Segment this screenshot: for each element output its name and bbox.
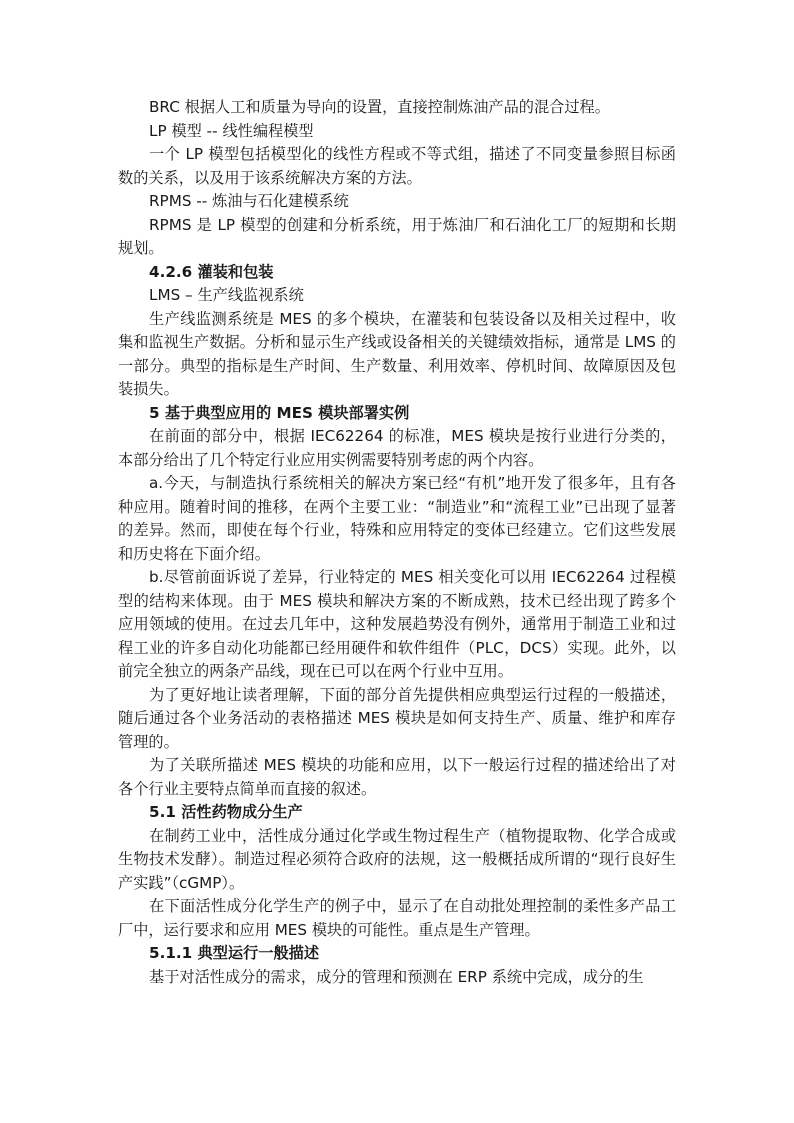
section-heading-4-2-6: 4.2.6 灌装和包装 xyxy=(149,262,274,281)
paragraph-example: 在下面活性成分化学生产的例子中，显示了在自动批处理控制的柔性多产品工厂中，运行要求和应用 MES 模块的可能性。重点是生产管理。 xyxy=(118,897,676,939)
paragraph-b: b.尽管前面诉说了差异，行业特定的 MES 相关变化可以用 IEC62264 过程模型的结构来体现。由于 MES 模块和解决方案的不断成熟，技术已经出现了跨多个应用领域的使用。在过去几年中，这种发展趋势没有例外，通常用于制造工业和过程工业的许多自动化功能都已经用硬件和软件组件（PLC，DCS）实现。此外，以前完全独立的两条产品线，现在已可以在两个行业中互用。 xyxy=(118,568,676,680)
paragraph-intro: 在前面的部分中，根据 IEC62264 的标准，MES 模块是按行业进行分类的，本部分给出了几个特定行业应用实例需要特别考虑的两个内容。 xyxy=(118,427,676,469)
paragraph-lp-model-desc: 一个 LP 模型包括模型化的线性方程或不等式组，描述了不同变量参照目标函数的关系，以及用于该系统解决方案的方法。 xyxy=(118,145,676,187)
paragraph-relate: 为了关联所描述 MES 模块的功能和应用，以下一般运行过程的描述给出了对各个行业主要特点简单而直接的叙述。 xyxy=(118,756,676,798)
section-heading-5: 5 基于典型应用的 MES 模块部署实例 xyxy=(149,403,410,422)
section-heading-5-1: 5.1 活性药物成分生产 xyxy=(149,803,303,821)
paragraph-lms-title: LMS – 生产线监视系统 xyxy=(149,286,304,304)
paragraph-brc: BRC 根据人工和质量为导向的设置，直接控制炼油产品的混合过程。 xyxy=(149,98,610,116)
paragraph-rpms-title: RPMS -- 炼油与石化建模系统 xyxy=(149,192,349,210)
paragraph-pharma: 在制药工业中，活性成分通过化学或生物过程生产（植物提取物、化学合成或生物技术发酵）。制造过程必须符合政府的法规，这一般概括成所谓的“现行良好生产实践”（cGMP）。 xyxy=(118,826,676,892)
paragraph-lp-model-title: LP 模型 -- 线性编程模型 xyxy=(149,121,314,140)
paragraph-reader: 为了更好地让读者理解，下面的部分首先提供相应典型运行过程的一般描述，随后通过各个业务活动的表格描述 MES 模块是如何支持生产、质量、维护和库存管理的。 xyxy=(118,685,676,751)
section-heading-5-1-1: 5.1.1 典型运行一般描述 xyxy=(149,944,320,962)
paragraph-a: a.今天，与制造执行系统相关的解决方案已经“有机”地开发了很多年，且有各种应用。随着时间的推移，在两个主要工业：“制造业”和“流程工业”已出现了显著的差异。然而，即使在每个行业，特殊和应用特定的变体已经建立。它们这些发展和历史将在下面介绍。 xyxy=(118,474,676,563)
paragraph-rpms-desc: RPMS 是 LP 模型的创建和分析系统，用于炼油厂和石油化工厂的短期和长期规划。 xyxy=(118,215,676,257)
paragraph-demand: 基于对活性成分的需求，成分的管理和预测在 ERP 系统中完成，成分的生 xyxy=(149,967,644,986)
paragraph-lms-desc: 生产线监测系统是 MES 的多个模块，在灌装和包装设备以及相关过程中，收集和监视生产数据。分析和显示生产线或设备相关的关键绩效指标，通常是 LMS 的一部分。典型的指标是生产时间、生产数量、利用效率、停机时间、故障原因及包装损失。 xyxy=(118,309,676,398)
